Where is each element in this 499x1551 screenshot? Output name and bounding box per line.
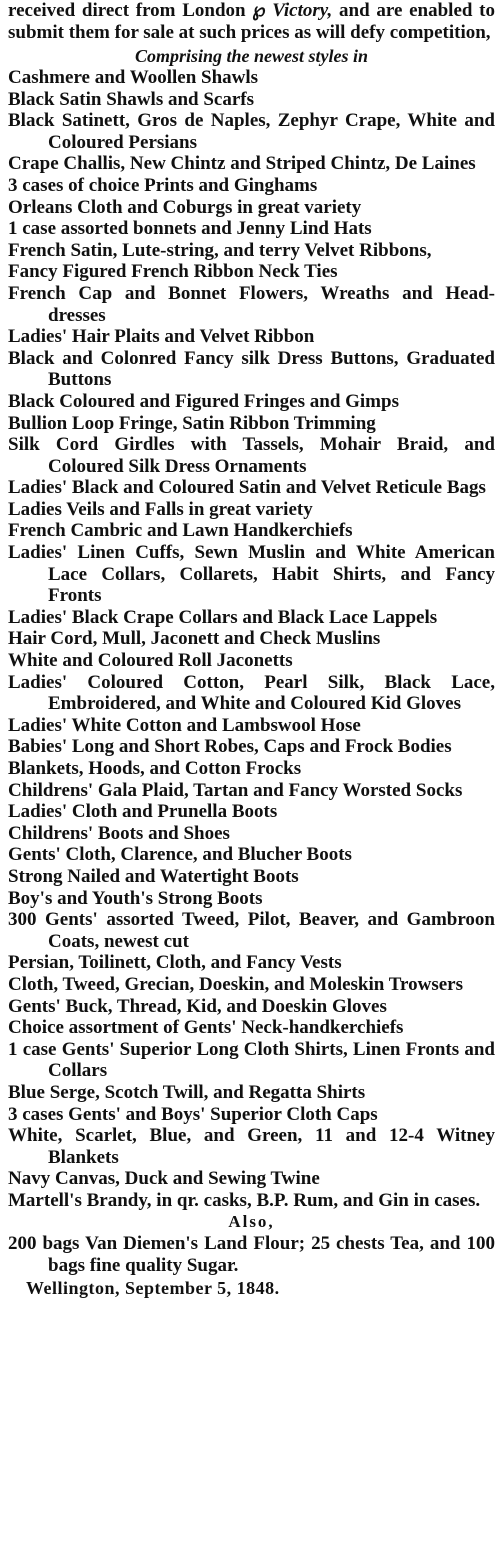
list-item: Childrens' Gala Plaid, Tartan and Fancy Worsted Socks xyxy=(8,779,463,801)
list-item: Boy's and Youth's Strong Boots xyxy=(8,887,263,909)
intro-paragraph xyxy=(8,0,495,43)
list-item: Blankets, Hoods, and Cotton Frocks xyxy=(8,758,302,779)
ship-name: Victory, xyxy=(272,0,333,21)
list-item: Cloth, Tweed, Grecian, Doeskin, and Moleskin Trowsers xyxy=(8,973,463,995)
intro-text-after: and are enabled to submit them for sale at such prices as will defy competition, xyxy=(8,0,495,43)
list-item: 3 cases of choice Prints and Ginghams xyxy=(8,174,318,196)
also-heading: Also, xyxy=(228,1212,275,1232)
list-item: Fancy Figured French Ribbon Neck Ties xyxy=(8,261,338,283)
list-item: Ladies' Linen Cuffs, Sewn Muslin and White American Lace Collars, Collarets, Habit Shirts, and Fancy Fronts xyxy=(8,542,495,607)
list-item: Ladies Veils and Falls in great variety xyxy=(8,498,313,520)
list-item: Ladies' Hair Plaits and Velvet Ribbon xyxy=(8,326,315,348)
list-item: French Cambric and Lawn Handkerchiefs xyxy=(8,520,353,542)
list-item: French Satin, Lute-string, and terry Velvet Ribbons, xyxy=(8,239,432,261)
list-item: 1 case Gents' Superior Long Cloth Shirts, Linen Fronts and Collars xyxy=(8,1038,495,1082)
list-item: Gents' Cloth, Clarence, and Blucher Boots xyxy=(8,844,352,866)
list-item: Navy Canvas, Duck and Sewing Twine xyxy=(8,1168,320,1190)
list-item: 1 case assorted bonnets and Jenny Lind Hats xyxy=(8,218,372,240)
list-item: Persian, Toilinett, Cloth, and Fancy Vests xyxy=(8,952,342,974)
list-item: Black Coloured and Figured Fringes and Gimps xyxy=(8,390,399,412)
list-item: Black Satin Shawls and Scarfs xyxy=(8,88,255,110)
list-item: Ladies' Black and Coloured Satin and Velvet Reticule Bags xyxy=(8,477,486,499)
list-item: Ladies' White Cotton and Lambswool Hose xyxy=(8,714,361,736)
list-item: Blue Serge, Scotch Twill, and Regatta Shirts xyxy=(8,1081,366,1103)
list-item: Cashmere and Woollen Shawls xyxy=(8,67,259,88)
list-item: 300 Gents' assorted Tweed, Pilot, Beaver, and Gambroon Coats, newest cut xyxy=(8,909,495,952)
list-item: White, Scarlet, Blue, and Green, 11 and 12-4 Witney Blankets xyxy=(8,1125,495,1168)
list-item: Martell's Brandy, in qr. casks, B.P. Rum, and Gin in cases. xyxy=(8,1189,481,1211)
list-item: Childrens' Boots and Shoes xyxy=(8,822,230,844)
list-item: 3 cases Gents' and Boys' Superior Cloth Caps xyxy=(8,1103,378,1125)
list-item: Crape Challis, New Chintz and Striped Chintz, De Laines xyxy=(8,153,476,175)
ship-symbol: ℘ xyxy=(252,0,266,21)
list-item: Bullion Loop Fringe, Satin Ribbon Trimming xyxy=(8,412,376,434)
list-item: Babies' Long and Short Robes, Caps and Frock Bodies xyxy=(8,736,452,758)
list-item: Hair Cord, Mull, Jaconett and Check Muslins xyxy=(8,628,381,650)
list-item: Ladies' Coloured Cotton, Pearl Silk, Black Lace, Embroidered, and White and Coloured Kid Gloves xyxy=(8,671,495,715)
intro-text-before: received direct from London xyxy=(8,0,253,21)
list-item: Silk Cord Girdles with Tassels, Mohair Braid, and Coloured Silk Dress Ornaments xyxy=(8,434,495,477)
list-item: Choice assortment of Gents' Neck-handkerchiefs xyxy=(8,1017,404,1039)
list-item: Orleans Cloth and Coburgs in great variety xyxy=(8,196,362,218)
list-item: Ladies' Black Crape Collars and Black Lace Lappels xyxy=(8,606,438,628)
closing-paragraph: 200 bags Van Diemen's Land Flour; 25 chests Tea, and 100 bags fine quality Sugar. xyxy=(8,1233,495,1277)
list-item: White and Coloured Roll Jaconetts xyxy=(8,650,293,672)
list-item: Black and Colonred Fancy silk Dress Buttons, Graduated Buttons xyxy=(8,347,495,391)
list-item: French Cap and Bonnet Flowers, Wreaths and Head-dresses xyxy=(8,282,495,326)
list-item: Strong Nailed and Watertight Boots xyxy=(8,865,299,887)
goods-list xyxy=(8,67,495,1211)
list-item: Ladies' Cloth and Prunella Boots xyxy=(8,801,278,823)
subheading: Comprising the newest styles in xyxy=(134,46,369,66)
list-item: Gents' Buck, Thread, Kid, and Doeskin Gloves xyxy=(8,995,387,1017)
list-item: Black Satinett, Gros de Naples, Zephyr Crape, White and Coloured Persians xyxy=(8,110,495,153)
dateline: Wellington, September 5, 1848. xyxy=(26,1277,280,1298)
